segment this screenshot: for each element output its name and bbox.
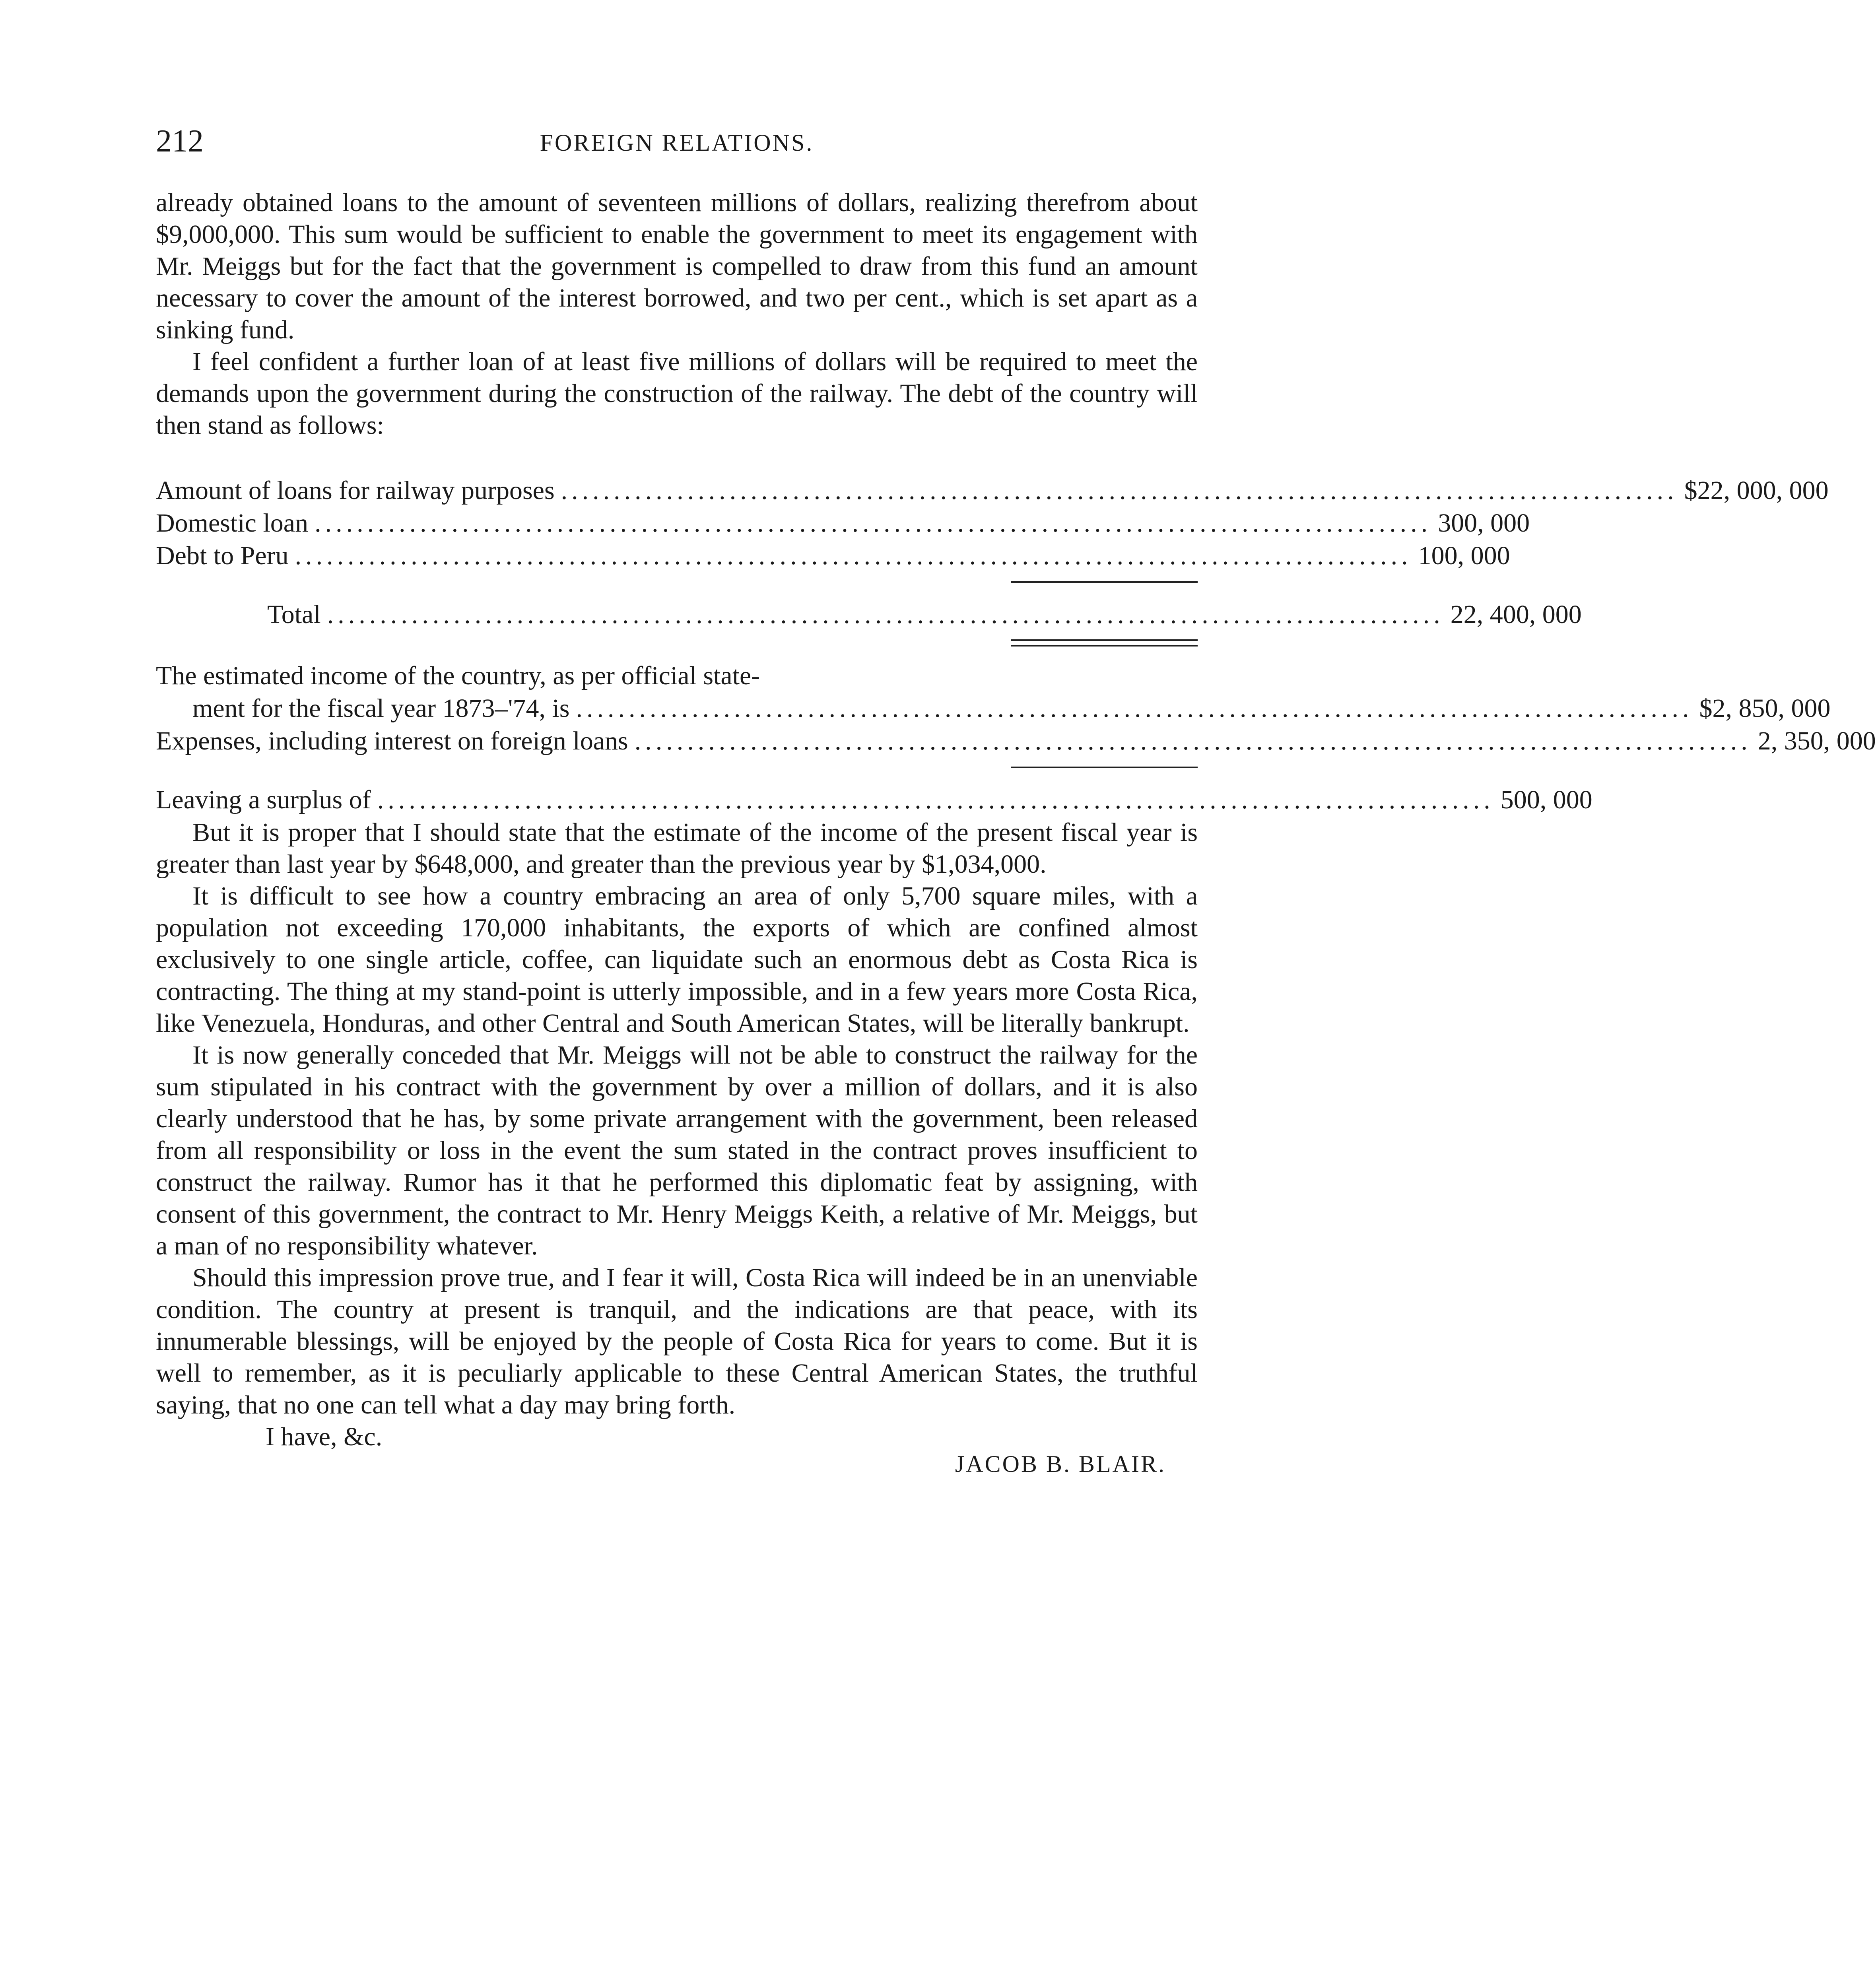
double-rule — [1011, 639, 1198, 646]
row-amount: 300, 000 — [1438, 509, 1530, 538]
leader-dots: .......................................................................................................... — [315, 509, 1432, 538]
row-label: Expenses, including interest on foreign loans — [156, 726, 628, 755]
paragraph: It is difficult to see how a country embracing an area of only 5,700 square miles, with a population not exceeding 170,000 inhabitants, the exports of which are confined almost exclusively to one single article, coffee, can liquidate such an enormous debt as Costa Rica is contracting. The thing at my stand-point is utterly impossible, and in a few years more Costa Rica, like Venezuela, Honduras, and other Central and South American States, will be literally bankrupt. — [156, 881, 1198, 1038]
total-label: Total — [267, 600, 321, 629]
running-head: FOREIGN RELATIONS. — [540, 130, 814, 156]
debt-row — [156, 507, 1530, 540]
sum-rule — [1011, 581, 1198, 583]
surplus-amount: 500, 000 — [1500, 785, 1592, 814]
document-body — [156, 187, 1876, 1477]
paragraph: Should this impression prove true, and I fear it will, Costa Rica will indeed be in an unenviable condition. The country at present is tranquil, and the indications are that peace, with its innumerable blessings, will be enjoyed by the people of Costa Rica for years to come. But it is well to remember, as it is peculiarly applicable to these Central American States, the truthful saying, that no one can tell what a day may bring forth. — [156, 1263, 1198, 1419]
row-label: Debt to Peru — [156, 541, 289, 570]
paragraph: I feel confident a further loan of at least five millions of dollars will be required to meet the demands upon the government during the construction of the railway. The debt of the country will then stand as follows: — [156, 347, 1198, 440]
page-number: 212 — [156, 124, 204, 159]
row-label: Amount of loans for railway purposes — [156, 476, 555, 505]
surplus-label: Leaving a surplus of — [156, 785, 371, 814]
paragraph: already obtained loans to the amount of seventeen millions of dollars, realizing therefrom about $9,000,000. This sum would be sufficient to enable the government to meet its engagement with Mr. Meiggs but for the fact that the government is compelled to draw from this fund an amount necessary to cover the amount of the interest borrowed, and two per cent., which is set apart as a sinking fund. — [156, 188, 1198, 344]
row-amount: $22, 000, 000 — [1684, 476, 1829, 505]
row-amount: $2, 850, 000 — [1699, 694, 1831, 723]
signoff — [156, 1421, 1198, 1477]
closing-greeting: I have, &c. — [266, 1422, 383, 1451]
debt-table — [156, 475, 1876, 817]
debt-row — [156, 475, 1829, 507]
paragraph: But it is proper that I should state that the estimate of the income of the present fiscal year is greater than last year by $648,000, and greater than the previous year by $1,034,000. — [156, 818, 1198, 879]
total-amount: 22, 400, 000 — [1450, 600, 1582, 629]
row-label: Domestic loan — [156, 509, 309, 538]
surplus-row — [156, 784, 1592, 817]
sum-rule — [1011, 767, 1198, 768]
leader-dots: .......................................................................................................... — [561, 476, 1678, 505]
leader-dots: .......................................................................................................... — [634, 726, 1752, 755]
row-label: ment for the fiscal year 1873–'74, is — [192, 694, 570, 723]
leader-dots: .......................................................................................................... — [576, 694, 1693, 723]
debt-total-row — [156, 599, 1582, 631]
income-heading: The estimated income of the country, as per official state- — [156, 661, 760, 690]
page-header — [156, 119, 1198, 163]
expense-row — [156, 725, 1876, 758]
leader-dots: .......................................................................................................... — [327, 600, 1444, 629]
leader-dots: .......................................................................................................... — [377, 785, 1494, 814]
row-amount: 100, 000 — [1418, 541, 1510, 570]
leader-dots: .......................................................................................................... — [295, 541, 1412, 570]
debt-row — [156, 540, 1510, 573]
income-row — [156, 693, 1831, 725]
paragraph: It is now generally conceded that Mr. Meiggs will not be able to construct the railway for the sum stipulated in his contract with the government by over a million of dollars, and it is also clearly understood that he has, by some private arrangement with the government, been released from all responsibility or loss in the event the sum stated in the contract proves insufficient to construct the railway. Rumor has it that he performed this diplomatic feat by assigning, with consent of this government, the contract to Mr. Henry Meiggs Keith, a relative of Mr. Meiggs, but a man of no responsibility whatever. — [156, 1041, 1198, 1260]
signature: JACOB B. BLAIR. — [955, 1451, 1166, 1477]
row-amount: 2, 350, 000 — [1758, 726, 1876, 755]
